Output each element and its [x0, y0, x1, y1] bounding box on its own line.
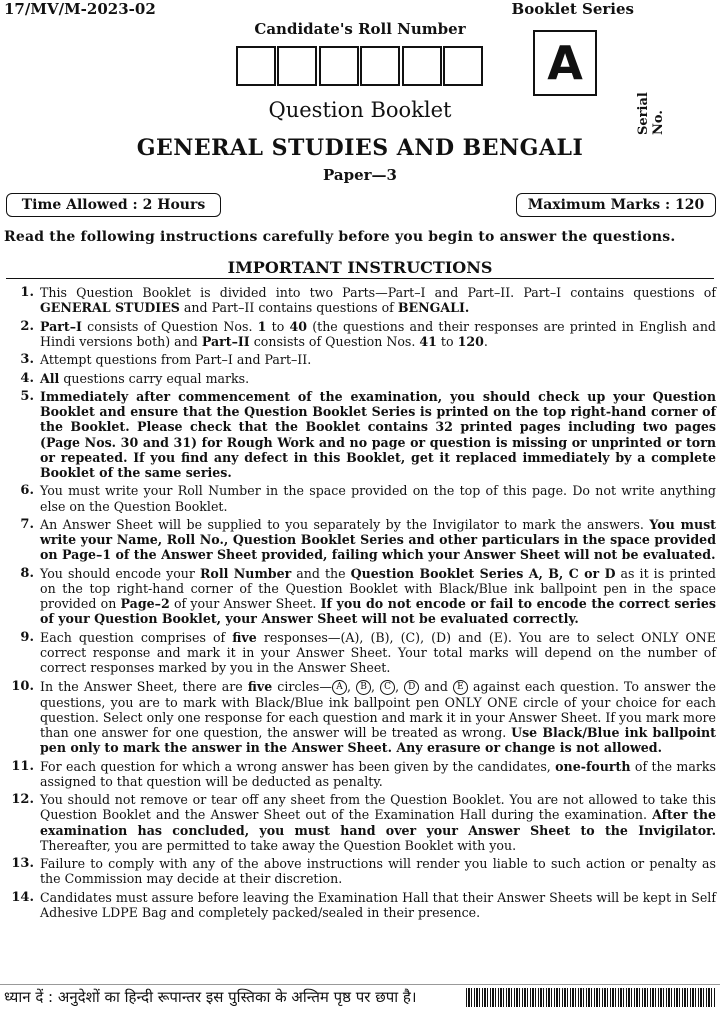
- text: and the: [291, 565, 351, 581]
- roll-digit-box[interactable]: [443, 46, 483, 86]
- instruction-text: [40, 371, 716, 386]
- text: ,: [346, 678, 357, 694]
- bold-text: You must write your Name, Roll No., Question Booklet Series and other particulars in the space provided on Page–1 of the Answer Sheet provided, failing which your Answer Sheet will not be evaluated.: [40, 516, 717, 563]
- instruction-item: [6, 759, 716, 789]
- instruction-text: [40, 856, 716, 886]
- serial-number-label: Serial No.: [636, 92, 666, 135]
- text: ,: [371, 678, 381, 694]
- text: to: [266, 318, 290, 334]
- instruction-text: [40, 630, 716, 676]
- bold-text: five: [247, 678, 273, 694]
- instruction-item: [6, 352, 716, 367]
- paper-number: Paper—3: [323, 166, 397, 184]
- instruction-number: 10.: [11, 678, 34, 694]
- instructions-list: [6, 285, 716, 923]
- text: responses—(A), (B), (C), (D) and (E). You are to select ONLY ONE correct response and mark it in your Answer Sheet. Your total marks will depend on the number of correct responses marked by you in the Answer Sheet.: [40, 629, 716, 676]
- booklet-series-label: Booklet Series: [511, 0, 634, 18]
- bold-text: five: [232, 629, 257, 645]
- bold-text: Immediately after commencement of the examination, you should check up your Question Booklet and ensure that the Question Booklet Series is printed on the top right-hand corner of the Booklet. Please check that the Booklet contains 32 printed pages including two pages (Page Nos. 30 and 31) for Rough Work and no page or question is missing or unprinted or torn or repeated. If you find any defect in this Booklet, get it replaced immediately by a complete Booklet of the same series.: [40, 388, 716, 480]
- instruction-number: 3.: [20, 352, 34, 368]
- bold-text: Question Booklet Series A, B, C or D: [350, 565, 616, 581]
- instruction-number: 5.: [20, 388, 34, 404]
- answer-circle-icon: E: [453, 680, 468, 695]
- bold-text: Part–II: [201, 333, 250, 349]
- text: You should not remove or tear off any sheet from the Question Booklet. You are not allowed to take this Question Booklet and the Answer Sheet out of the Examination Hall during the examination.: [40, 792, 716, 823]
- answer-circle-icon: A: [332, 680, 347, 695]
- text: and: [419, 678, 453, 694]
- bold-text: GENERAL STUDIES: [40, 300, 180, 316]
- answer-circle-icon: B: [356, 680, 371, 695]
- text: ,: [395, 678, 405, 694]
- text: as it is printed on the top right-hand corner of the Question Booklet with Black/Blue ink ballpoint pen in the space provided on: [40, 565, 716, 612]
- roll-digit-box[interactable]: [402, 46, 442, 86]
- bold-text: 120: [457, 333, 484, 349]
- bold-text: BENGALI.: [397, 300, 470, 316]
- text: This Question Booklet is divided into two Parts—Part–I and Part–II. Part–I contains questions of: [40, 285, 716, 300]
- bold-text: Part–I: [40, 318, 82, 334]
- text: (the questions and their responses are printed in English and Hindi versions both) and: [40, 318, 716, 349]
- text: Each question comprises of: [40, 629, 233, 645]
- bold-text: 40: [289, 318, 308, 334]
- instruction-item: [6, 517, 716, 563]
- text: You must write your Roll Number in the space provided on the top of this page. Do not write anything else on the Question Booklet.: [40, 483, 716, 514]
- instruction-number: 14.: [11, 889, 34, 905]
- instruction-item: [6, 483, 716, 513]
- instruction-item: [6, 890, 716, 920]
- text: against each question. To answer the questions, you are to mark with Black/Blue ink ballpoint pen ONLY ONE circle of your choice for each question. Select only one response for each question and mark it in your Answer Sheet. If you mark more than one answer for one question, the answer will be treated as wrong.: [40, 678, 716, 740]
- instruction-text: [40, 389, 716, 480]
- bold-text: After the examination has concluded, you must hand over your Answer Sheet to the Invigilator.: [40, 807, 716, 838]
- instruction-text: [40, 517, 716, 563]
- instruction-text: [40, 352, 716, 367]
- instruction-number: 7.: [20, 516, 34, 532]
- roll-number-boxes[interactable]: [236, 46, 484, 86]
- instruction-number: 6.: [20, 483, 34, 499]
- instruction-text: [40, 319, 716, 349]
- text: to: [436, 333, 458, 349]
- bold-text: Page–2: [120, 596, 170, 612]
- time-allowed: Time Allowed : 2 Hours: [6, 193, 221, 217]
- text: For each question for which a wrong answer has been given by the candidates,: [40, 758, 556, 774]
- text: Candidates must assure before leaving the Examination Hall that their Answer Sheets will be kept in Self Adhesive LDPE Bag and completely packed/sealed in their presence.: [40, 889, 716, 920]
- bold-text: 1: [257, 318, 267, 334]
- roll-digit-box[interactable]: [236, 46, 276, 86]
- heading-divider: [6, 278, 714, 279]
- text: of your Answer Sheet.: [169, 596, 321, 612]
- instruction-text: [40, 285, 716, 315]
- text: circles—: [272, 678, 332, 694]
- instruction-text: [40, 792, 716, 853]
- booklet-title: Question Booklet: [268, 98, 452, 122]
- text: of the marks assigned to that question will be deducted as penalty.: [40, 758, 716, 789]
- instruction-text: [40, 679, 716, 756]
- text: An Answer Sheet will be supplied to you separately by the Invigilator to mark the answers.: [40, 516, 650, 532]
- bold-text: All: [40, 370, 60, 386]
- series-letter: A: [533, 30, 597, 96]
- text: questions carry equal marks.: [59, 370, 250, 386]
- maximum-marks: Maximum Marks : 120: [516, 193, 716, 217]
- instruction-item: [6, 566, 716, 627]
- hindi-note: ध्यान दें : अनुदेशों का हिन्दी रूपान्तर इस पुस्तिका के अन्तिम पृष्ठ पर छपा है।: [4, 988, 417, 1006]
- exam-title: GENERAL STUDIES AND BENGALI: [136, 135, 584, 161]
- roll-digit-box[interactable]: [277, 46, 317, 86]
- instruction-item: [6, 792, 716, 853]
- roll-number-label: Candidate's Roll Number: [254, 20, 466, 38]
- instruction-number: 11.: [11, 758, 34, 774]
- instruction-number: 8.: [20, 565, 34, 581]
- bold-text: 41: [419, 333, 437, 349]
- answer-circle-icon: C: [380, 680, 395, 695]
- booklet-code: 17/MV/M-2023-02: [4, 0, 156, 18]
- text: In the Answer Sheet, there are: [40, 678, 248, 694]
- roll-digit-box[interactable]: [360, 46, 400, 86]
- text: You should encode your: [40, 565, 200, 581]
- instruction-item: [6, 389, 716, 480]
- text: Failure to comply with any of the above instructions will render you liable to such action or penalty as the Commission may decide at their discretion.: [40, 856, 716, 887]
- instruction-item: [6, 371, 716, 386]
- instruction-item: [6, 630, 716, 676]
- barcode: [466, 988, 716, 1007]
- instruction-number: 13.: [11, 856, 34, 872]
- instruction-item: [6, 285, 716, 315]
- roll-digit-box[interactable]: [319, 46, 359, 86]
- bold-text: If you do not encode or fail to encode the correct series of your Question Booklet, your Answer Sheet will not be evaluated correctly.: [40, 596, 717, 627]
- instruction-number: 2.: [20, 318, 34, 334]
- instruction-number: 1.: [20, 285, 34, 300]
- text: .: [483, 333, 488, 349]
- bold-text: Use Black/Blue ink ballpoint pen only to mark the answer in the Answer Sheet. Any erasure or change is not allowed.: [40, 724, 716, 756]
- bold-text: one-fourth: [555, 758, 631, 774]
- instruction-number: 4.: [20, 370, 34, 386]
- instruction-number: 9.: [20, 629, 34, 645]
- instruction-item: [6, 319, 716, 349]
- answer-circle-icon: D: [404, 680, 419, 695]
- text: Attempt questions from Part–I and Part–II.: [40, 352, 312, 368]
- text: consists of Question Nos.: [81, 318, 258, 334]
- instructions-heading: IMPORTANT INSTRUCTIONS: [227, 258, 493, 277]
- text: consists of Question Nos.: [249, 333, 420, 349]
- text: Thereafter, you are permitted to take away the Question Booklet with you.: [40, 837, 517, 853]
- instruction-text: [40, 759, 716, 789]
- instruction-item: [6, 856, 716, 886]
- instruction-text: [40, 890, 716, 920]
- instruction-text: [40, 483, 716, 513]
- instruction-number: 12.: [11, 792, 34, 808]
- bold-text: Roll Number: [199, 565, 292, 581]
- instruction-text: [40, 566, 716, 627]
- read-instructions-line: Read the following instructions carefully before you begin to answer the questions.: [4, 229, 676, 245]
- footer-divider: [0, 984, 720, 985]
- text: and Part–II contains questions of: [179, 300, 398, 316]
- instruction-item: [6, 679, 716, 756]
